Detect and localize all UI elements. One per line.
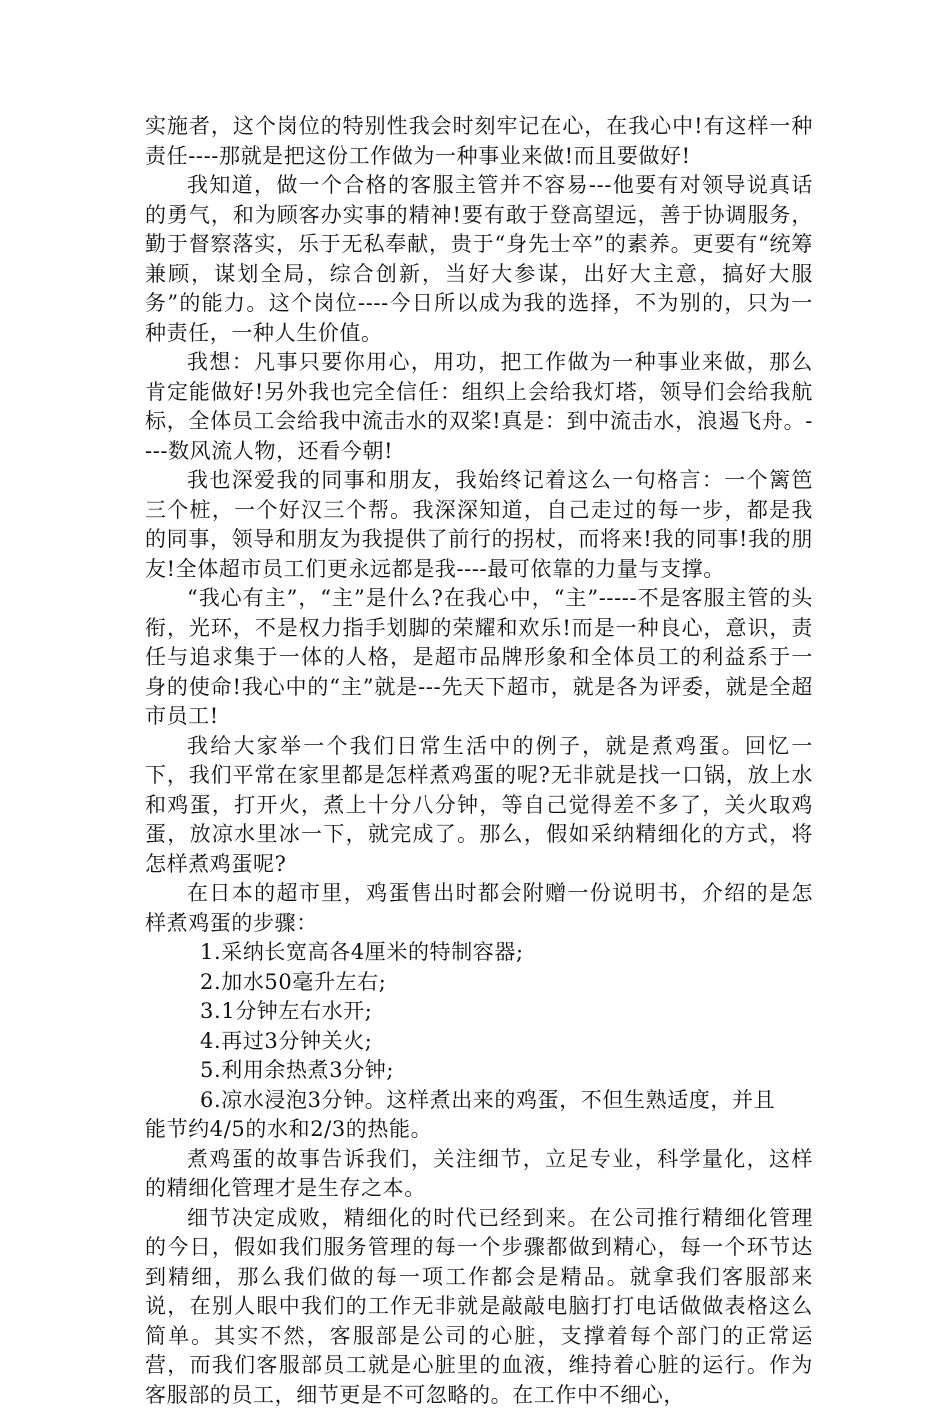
step-item: 3.1分钟左右水开; <box>145 997 813 1027</box>
step-item: 6.凉水浸泡3分钟。这样煮出来的鸡蛋，不但生熟适度，并且 <box>145 1086 813 1116</box>
paragraph: 我想：凡事只要你用心，用功，把工作做为一种事业来做，那么肯定能做好!另外我也完全信任：组织上会给我灯塔，领导们会给我航标，全体员工会给我中流击水的双桨!真是：到中流击水，浪遏飞舟。----数风流人物，还看今朝! <box>145 348 813 466</box>
paragraph: “我心有主”，“主”是什么?在我心中，“主”-----不是客服主管的头衔，光环，不是权力指手划脚的荣耀和欢乐!而是一种良心，意识，责任与追求集于一体的人格，是超市品牌形象和全体员工的利益系于一身的使命!我心中的“主”就是---先天下超市，就是各为评委，就是全超市员工! <box>145 584 813 732</box>
paragraph: 细节决定成败，精细化的时代已经到来。在公司推行精细化管理的今日，假如我们服务管理的每一个步骤都做到精心，每一个环节达到精细，那么我们做的每一项工作都会是精品。就拿我们客服部来说，在别人眼中我们的工作无非就是敲敲电脑打打电话做做表格这么简单。其实不然，客服部是公司的心脏，支撑着每个部门的正常运营，而我们客服部员工就是心脏里的血液，维持着心脏的运行。作为客服部的员工，细节更是不可忽略的。在工作中不细心， <box>145 1204 813 1410</box>
document-body <box>145 112 813 1410</box>
step-item-continuation: 能节约4/5的水和2/3的热能。 <box>145 1115 813 1145</box>
step-item: 1.采纳长宽高各4厘米的特制容器; <box>145 938 813 968</box>
paragraph: 在日本的超市里，鸡蛋售出时都会附赠一份说明书，介绍的是怎样煮鸡蛋的步骤： <box>145 879 813 938</box>
paragraph: 实施者，这个岗位的特别性我会时刻牢记在心，在我心中!有这样一种责任----那就是把这份工作做为一种事业来做!而且要做好! <box>145 112 813 171</box>
paragraph: 煮鸡蛋的故事告诉我们，关注细节，立足专业，科学量化，这样的精细化管理才是生存之本。 <box>145 1145 813 1204</box>
step-item: 5.利用余热煮3分钟; <box>145 1056 813 1086</box>
paragraph: 我给大家举一个我们日常生活中的例子，就是煮鸡蛋。回忆一下，我们平常在家里都是怎样煮鸡蛋的呢?无非就是找一口锅，放上水和鸡蛋，打开火，煮上十分八分钟，等自己觉得差不多了，关火取鸡蛋，放凉水里冰一下，就完成了。那么，假如采纳精细化的方式，将怎样煮鸡蛋呢? <box>145 732 813 880</box>
paragraph: 我知道，做一个合格的客服主管并不容易---他要有对领导说真话的勇气，和为顾客办实事的精神!要有敢于登高望远，善于协调服务，勤于督察落实，乐于无私奉献，贵于“身先士卒”的素养。更要有“统筹兼顾，谋划全局，综合创新，当好大参谋，出好大主意，搞好大服务”的能力。这个岗位----今日所以成为我的选择，不为别的，只为一种责任，一种人生价值。 <box>145 171 813 348</box>
step-item: 4.再过3分钟关火; <box>145 1027 813 1057</box>
step-item: 2.加水50毫升左右; <box>145 968 813 998</box>
paragraph: 我也深爱我的同事和朋友，我始终记着这么一句格言：一个篱笆三个桩，一个好汉三个帮。我深深知道，自己走过的每一步，都是我的同事，领导和朋友为我提供了前行的拐杖，而将来!我的同事!我的朋友!全体超市员工们更永远都是我----最可依靠的力量与支撑。 <box>145 466 813 584</box>
